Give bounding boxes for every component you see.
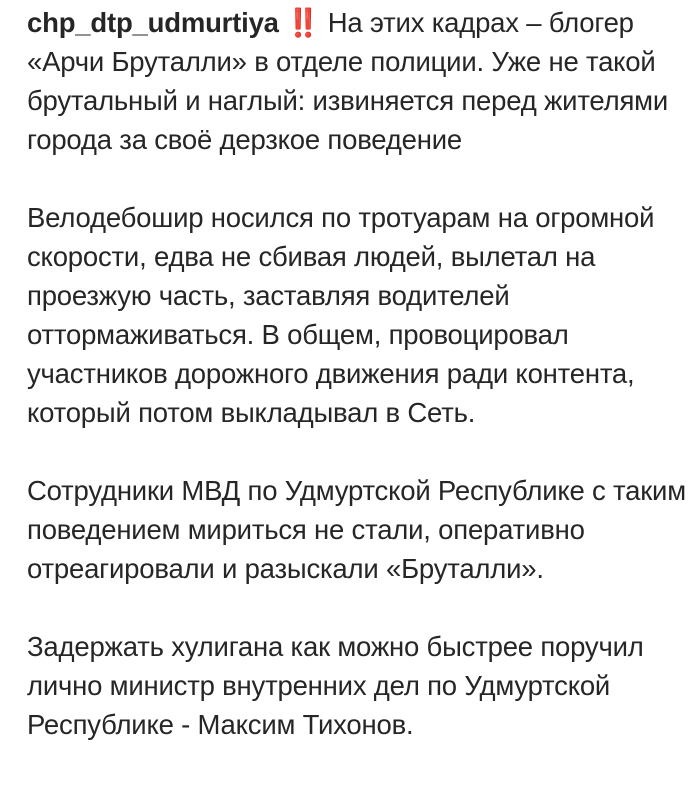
caption-paragraph-3: Сотрудники МВД по Удмуртской Республике с таким поведением мириться не стали, оперативно отреагировали и разыскали «Бруталли». (27, 475, 686, 584)
double-exclamation-icon: ‼️ (286, 7, 321, 38)
post-caption (27, 0, 687, 744)
paragraph-spacer (27, 432, 687, 471)
paragraph-spacer (27, 159, 687, 198)
caption-paragraph-1 (27, 0, 687, 159)
caption-text-1: На этих кадрах – блогер «Арчи Бруталли» в отделе полиции. Уже не такой брутальный и наглый: извиняется перед жителями города за своё дерзкое поведение (27, 7, 669, 155)
paragraph-spacer (27, 588, 687, 627)
caption-paragraph-2: Велодебошир носился по тротуарам на огромной скорости, едва не сбивая людей, вылетал на проезжую часть, заставляя водителей оттормаживаться. В общем, провоцировал участников дорожного движения ради контента, который потом выкладывал в Сеть. (27, 202, 655, 428)
username-link[interactable]: chp_dtp_udmurtiya (27, 7, 279, 38)
caption-paragraph-4: Задержать хулигана как можно быстрее поручил лично министр внутренних дел по Удмуртской Республике - Максим Тихонов. (27, 631, 644, 740)
